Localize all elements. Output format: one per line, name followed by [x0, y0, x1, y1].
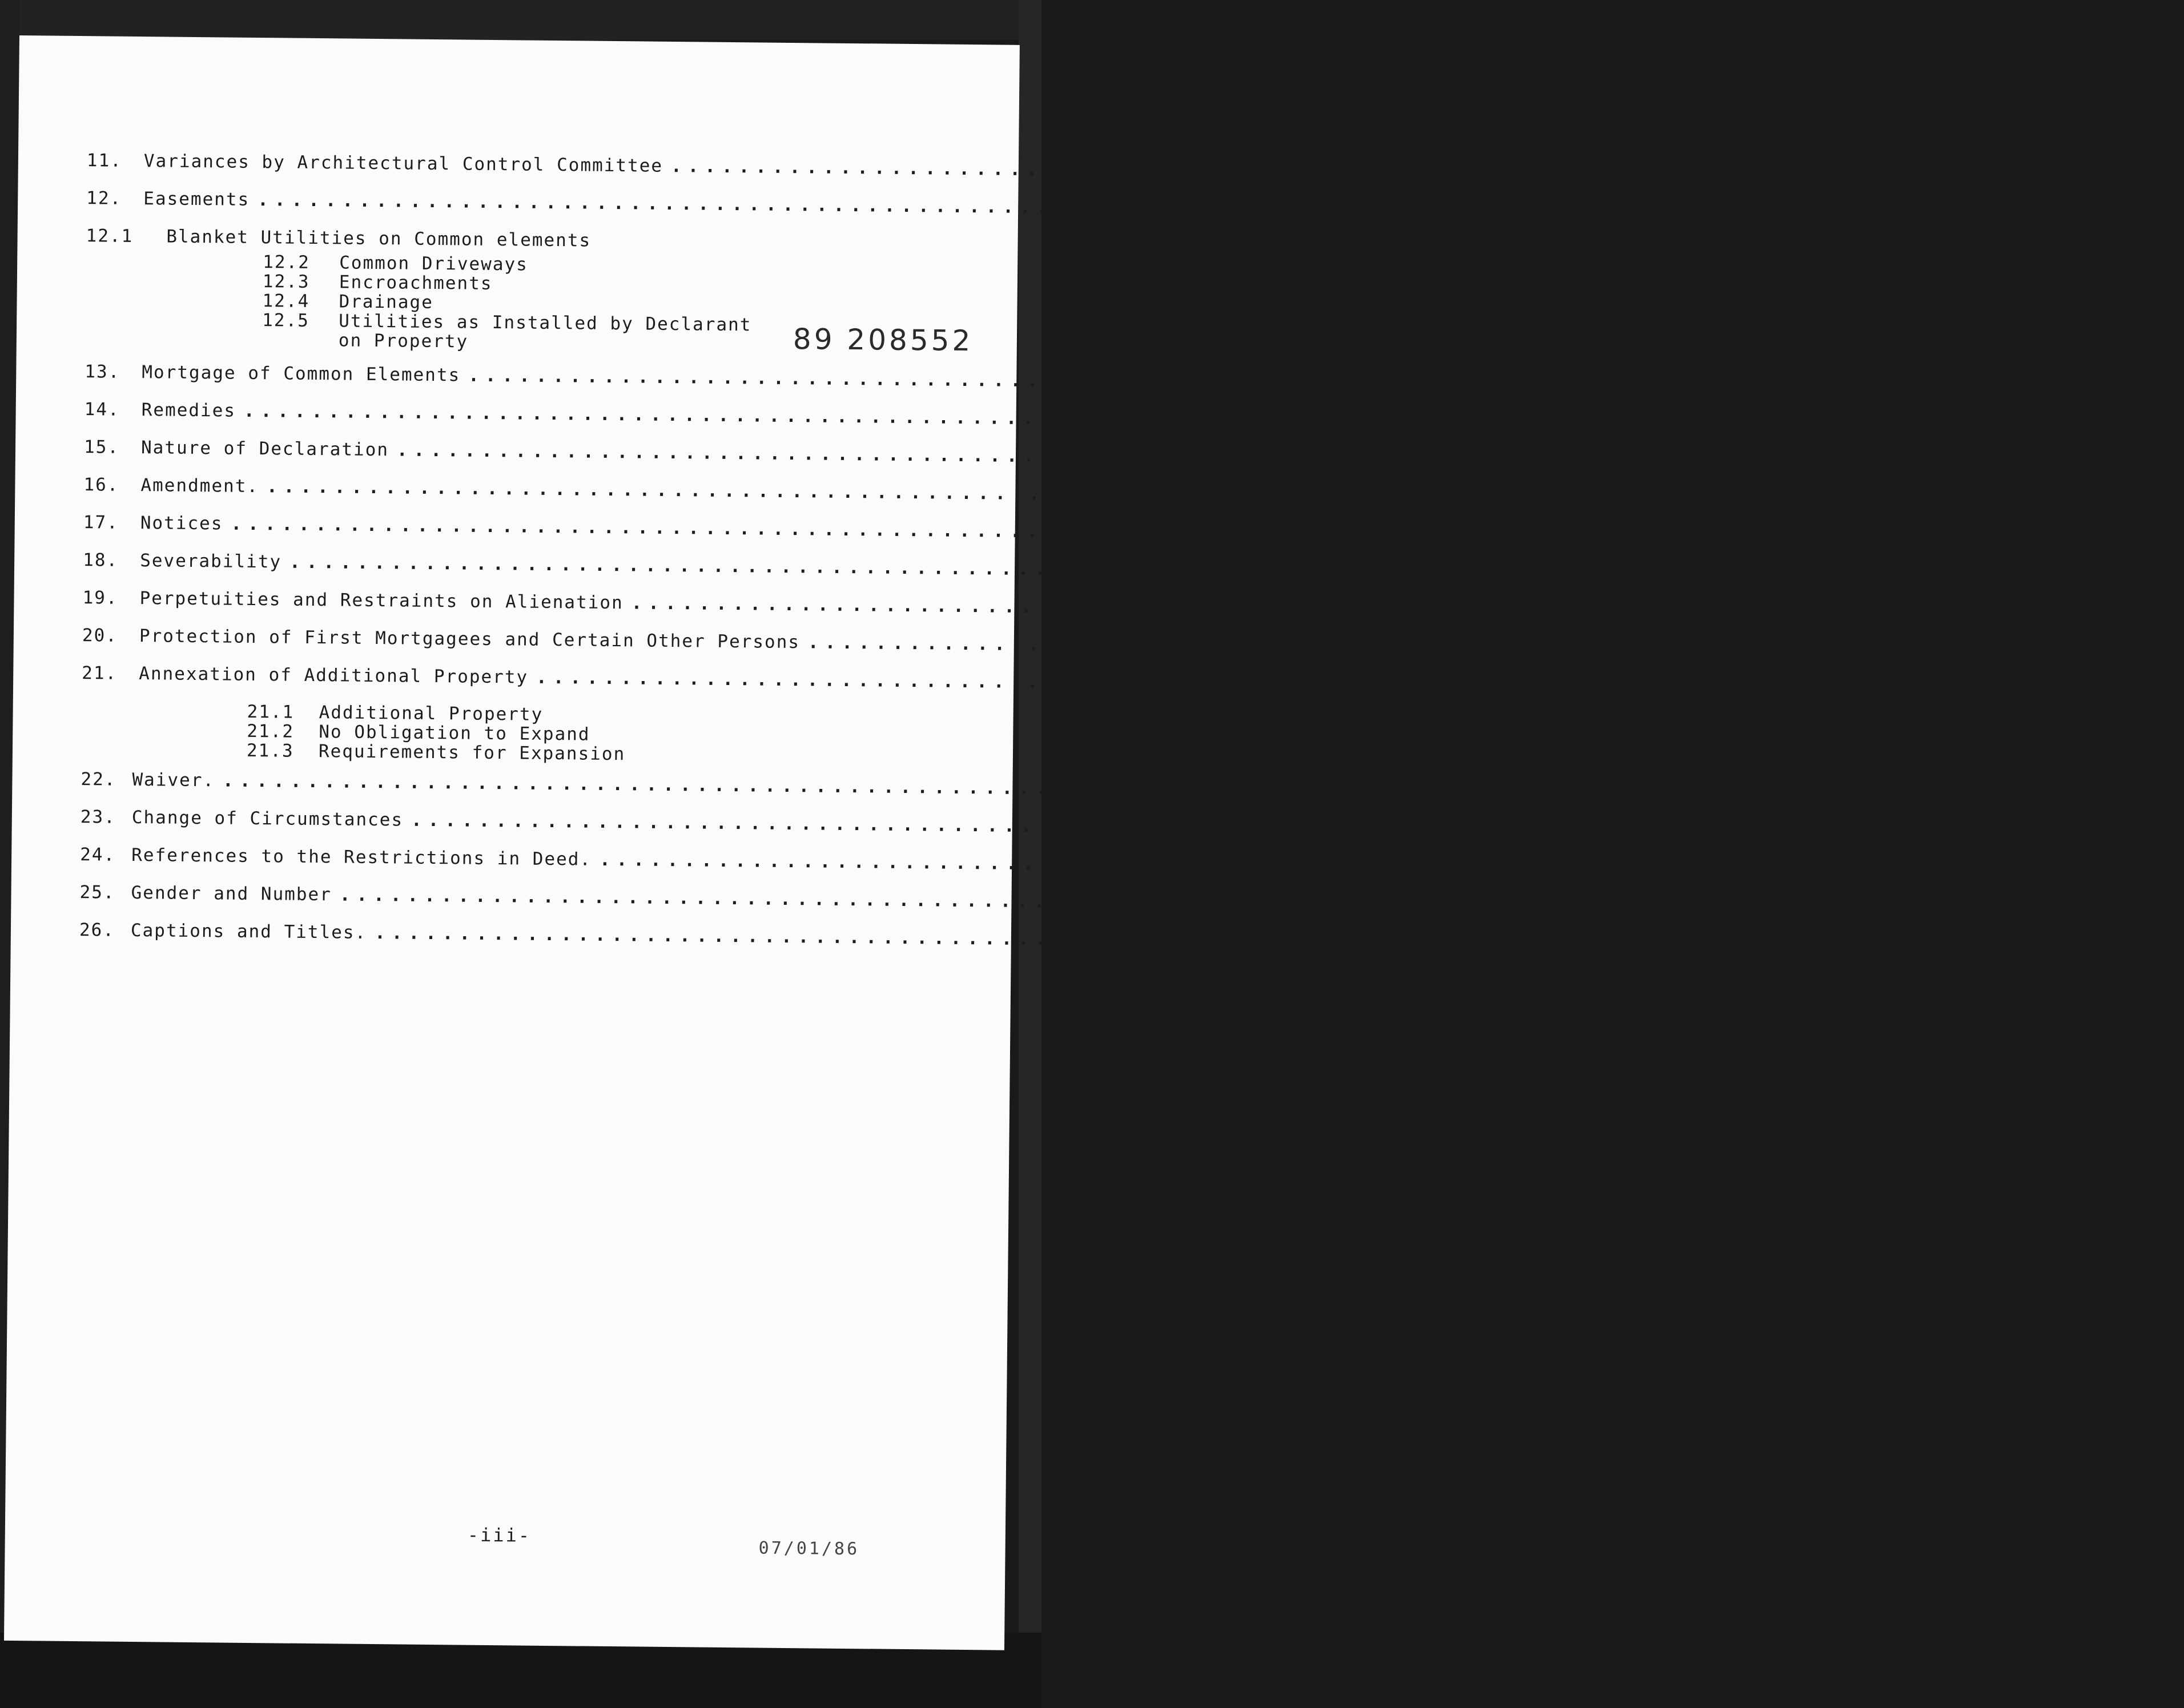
- toc-entry-page: .46: [1674, 905, 1710, 926]
- toc-entry-page: 40: [1743, 461, 1767, 482]
- toc-entry-number: 16.: [83, 474, 119, 496]
- toc-entry-title: Easements: [143, 188, 250, 210]
- subsection-number: 12.4: [262, 291, 310, 312]
- toc-entry-title: Change of Circumstances: [131, 807, 404, 831]
- toc-entry-title: Mortgage of Common Elements: [142, 362, 461, 386]
- subsection-title: Common Driveways: [339, 252, 528, 275]
- toc-entry-number: 23.: [80, 807, 116, 828]
- table-of-contents: [79, 150, 2178, 966]
- subsection-title: Additional Property: [319, 702, 544, 725]
- toc-entry-number: 19.: [82, 587, 118, 609]
- dot-leader: ..............................................................................: [222, 770, 1544, 804]
- toc-entry-title: Variances by Architectural Control Committee: [143, 151, 663, 176]
- dot-leader: ..............................................................................: [411, 809, 1732, 843]
- toc-entry: [83, 474, 1637, 518]
- toc-entry: [80, 844, 1970, 891]
- dot-leader: ..............................................................................: [266, 476, 1588, 510]
- toc-entry: [83, 550, 1660, 594]
- subsection-number: 21.3: [246, 740, 294, 762]
- dot-leader: ..............................................................................: [807, 632, 2129, 666]
- dot-leader: ..............................................................................: [231, 513, 1552, 547]
- document-page: [4, 35, 2178, 1650]
- toc-entry: [82, 663, 1907, 709]
- toc-entry: [83, 512, 1602, 555]
- dot-leader: ..............................................................................: [243, 400, 1565, 434]
- dot-leader: ..............................................................................: [396, 440, 1718, 473]
- dot-leader: ..............................................................................: [670, 155, 1992, 190]
- toc-entry-number: 24.: [80, 844, 116, 865]
- toc-entry-number: 17.: [83, 512, 119, 533]
- toc-entry-page: .45: [1745, 831, 1781, 852]
- toc-entry-page: 44: [1883, 688, 1907, 709]
- toc-entry-number: 13.: [85, 361, 120, 382]
- page-number: -iii-: [467, 1524, 532, 1546]
- toc-entry-title: Remedies: [141, 400, 236, 421]
- toc-entry-title: Gender and Number: [131, 882, 332, 905]
- toc-entry: [79, 920, 1745, 965]
- toc-entry-number: 11.: [86, 150, 123, 171]
- toc-entry-title: Nature of Declaration: [140, 437, 389, 461]
- toc-entry-page: .42: [1624, 573, 1660, 594]
- toc-entry-title: Blanket Utilities on Common elements: [166, 226, 592, 251]
- toc-entry-page: 38: [1815, 386, 1839, 407]
- subsection-title: No Obligation to Expand: [319, 722, 590, 745]
- toc-entry-number: 14.: [84, 399, 120, 420]
- dot-leader: ..............................................................................: [375, 923, 1696, 956]
- toc-entry-number: 12.: [86, 188, 122, 209]
- subsection-number: 12.5: [262, 310, 310, 331]
- toc-entry-title: Amendment.: [140, 475, 259, 497]
- toc-entry-page: 41: [1577, 534, 1602, 555]
- toc-entry-title: Waiver.: [132, 769, 215, 791]
- subsection-title: Encroachments: [339, 272, 493, 294]
- toc-entry-page: 46: [1721, 943, 1745, 965]
- toc-entry: [85, 361, 1839, 407]
- toc-entry-page: 42: [1977, 613, 2002, 635]
- toc-entry-title: Protection of First Mortgagees and Certain Other Persons: [139, 626, 801, 653]
- toc-entry-title: Severability: [140, 550, 282, 573]
- toc-entry-number: 21.: [82, 663, 118, 684]
- toc-entry: [84, 399, 1614, 442]
- toc-entry-title: Notices: [140, 513, 223, 534]
- subsection-title: Requirements for Expansion: [318, 741, 626, 765]
- toc-entry-blanket: [86, 225, 954, 255]
- toc-entry-page: .40: [1601, 497, 1637, 518]
- dot-leader: ..............................................................................: [339, 884, 1661, 918]
- subsection-number: 12.2: [263, 252, 311, 273]
- toc-entry: [86, 188, 1628, 232]
- dot-leader: ..............................................................................: [599, 849, 1921, 883]
- subsection-title: Drainage: [339, 291, 434, 313]
- footer-date: 07/01/86: [758, 1538, 860, 1560]
- toc-entry-page: .36: [2005, 176, 2041, 198]
- toc-entry-number: 15.: [83, 437, 120, 458]
- subsection-number: 21.2: [247, 720, 295, 742]
- toc-entry-number: 20.: [82, 625, 118, 646]
- toc-entry: [80, 807, 1781, 852]
- subsection-title: Utilities as Installed by Declarant: [339, 311, 752, 336]
- toc-entry-page: .45: [1934, 870, 1970, 891]
- subsection-list-21: [247, 702, 950, 767]
- toc-entry-number: 26.: [79, 920, 115, 941]
- toc-entry-number: 12.1: [86, 225, 134, 247]
- toc-entry: [82, 587, 2002, 635]
- dot-leader: ..............................................................................: [536, 667, 1857, 700]
- dot-leader: ..............................................................................: [468, 365, 1790, 398]
- toc-entry-page: .42: [2142, 652, 2178, 674]
- toc-entry: [79, 882, 1710, 926]
- toc-entry-title: Annexation of Additional Property: [139, 663, 529, 688]
- toc-entry: [86, 150, 2041, 198]
- dot-leader: ..............................................................................: [289, 551, 1611, 585]
- dot-leader: ..............................................................................: [631, 593, 1953, 626]
- subsection-number: [262, 345, 339, 346]
- toc-entry: [83, 437, 1767, 482]
- toc-entry-number: 22.: [81, 769, 116, 790]
- scan-border-top: [0, 0, 1041, 40]
- toc-entry-number: 18.: [83, 550, 119, 571]
- toc-entry-title: Perpetuities and Restraints on Alienation: [139, 588, 624, 614]
- toc-entry-page: .45: [1557, 791, 1593, 812]
- toc-entry-title: Captions and Titles.: [130, 920, 367, 943]
- toc-entry: [81, 769, 1593, 812]
- toc-entry-number: 25.: [79, 882, 115, 903]
- toc-entry-page: 36: [1604, 210, 1628, 232]
- toc-entry-title: References to the Restrictions in Deed.: [131, 844, 592, 870]
- toc-entry-page: .38: [1578, 421, 1614, 442]
- subsection-number: 21.1: [247, 701, 295, 723]
- subsection-title: on Property: [338, 330, 469, 352]
- document-recording-number: 89 208552: [793, 323, 974, 358]
- dot-leader: ..............................................................................: [258, 190, 1579, 223]
- subsection-number: 12.3: [262, 271, 310, 292]
